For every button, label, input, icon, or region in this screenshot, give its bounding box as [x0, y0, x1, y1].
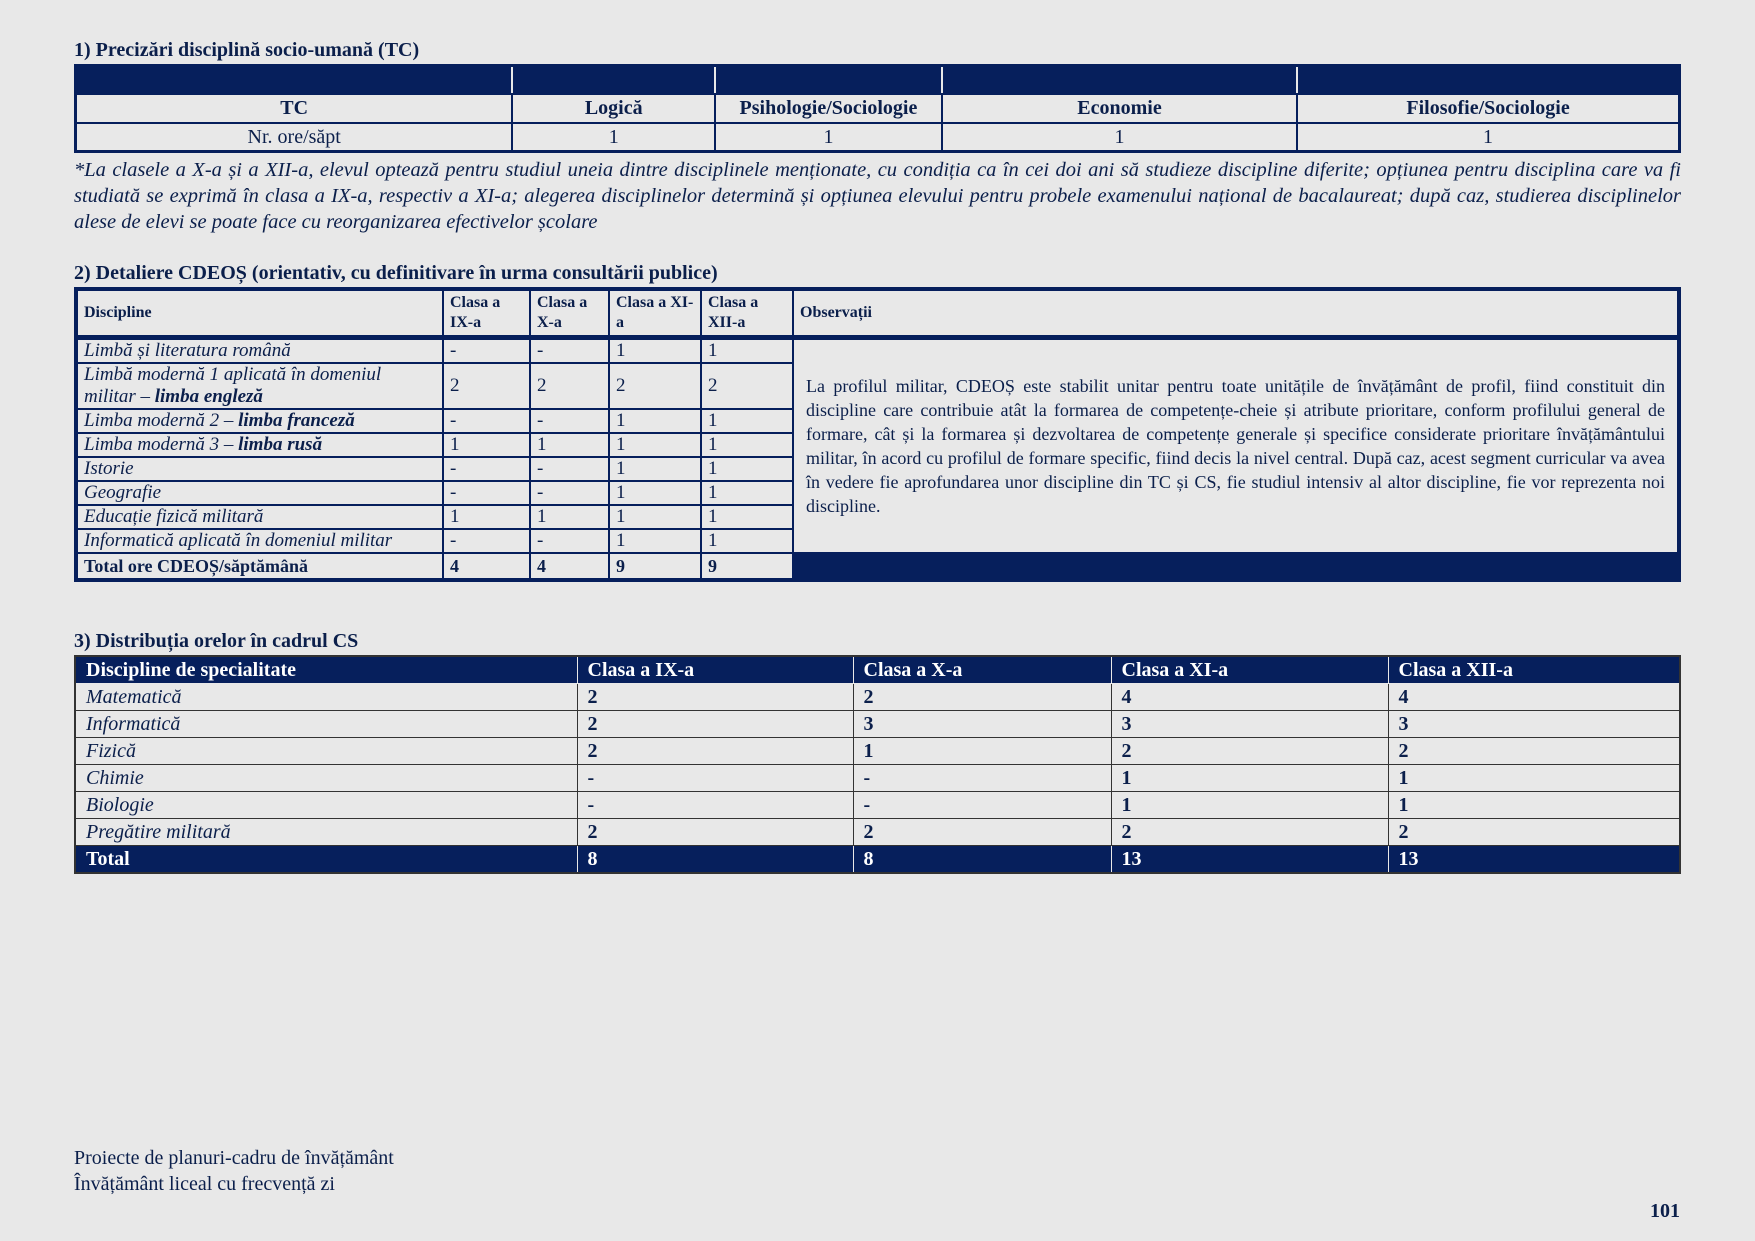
- cs-header-cell: Discipline de specialitate: [75, 656, 577, 684]
- cs-value-cell: 1: [1388, 765, 1680, 792]
- cs-value-cell: 1: [1111, 792, 1388, 819]
- cdeos-discipline: [76, 338, 443, 364]
- cs-total-cell: 8: [577, 846, 853, 874]
- cs-value-cell: 4: [1111, 684, 1388, 711]
- cdeos-observatii: La profilul militar, CDEOȘ este stabilit unitar pentru toate unitățile de învățământ de profil, fiind constituit din discipline care contribuie atât la formarea de competențe-cheie și atribute prioritare, conform profilului general de formare, cât și la formarea și dezvoltarea de competențe generale și specifice considerate prioritare învățământului militar, în acord cu profilul de formare specific, fiind decis la nivel central. După caz, acest segment curricular va avea în vedere fie aprofundarea unor discipline din TC și CS, fie studiul intensiv al altor discipline, fie vor reprezenta noi discipline.: [793, 338, 1679, 554]
- cdeos-value-cell: 1: [701, 338, 793, 364]
- cs-value-cell: 3: [1388, 711, 1680, 738]
- cs-total-row: [75, 846, 1680, 874]
- section1-title: 1) Precizări disciplină socio-umană (TC): [74, 39, 420, 61]
- cdeos-value-cell: 2: [609, 363, 701, 409]
- cdeos-value-cell: 1: [530, 505, 609, 529]
- tc-header-row: [76, 94, 1680, 123]
- cdeos-discipline-name: Geografie: [84, 482, 162, 503]
- cdeos-header-row: [76, 289, 1679, 338]
- cs-value-cell: 2: [1388, 738, 1680, 765]
- cdeos-discipline-language: limba rusă: [238, 434, 323, 455]
- cdeos-value-cell: 2: [701, 363, 793, 409]
- cdeos-value-cell: 1: [609, 457, 701, 481]
- cs-value-cell: 2: [1388, 819, 1680, 846]
- cdeos-header-cell: Observații: [793, 289, 1679, 338]
- cs-value-cell: 4: [1388, 684, 1680, 711]
- cdeos-value-cell: -: [530, 409, 609, 433]
- cdeos-value-cell: 1: [701, 529, 793, 553]
- cs-value-cell: -: [853, 792, 1111, 819]
- cdeos-value-cell: -: [443, 409, 530, 433]
- cdeos-discipline-name: Limba modernă 3 –: [84, 434, 239, 455]
- cdeos-value-cell: 1: [609, 409, 701, 433]
- cdeos-discipline-name: Limbă și literatura română: [84, 340, 291, 361]
- cdeos-header-cell: Clasa a XI-a: [609, 289, 701, 338]
- cs-header-cell: Clasa a XII-a: [1388, 656, 1680, 684]
- cdeos-table: [74, 287, 1681, 582]
- cs-row: [75, 738, 1680, 765]
- cdeos-value-cell: -: [530, 529, 609, 553]
- section2-title: 2) Detaliere CDEOȘ (orientativ, cu definitivare în urma consultării publice): [74, 262, 718, 284]
- cdeos-discipline: [76, 433, 443, 457]
- cs-value-cell: 2: [853, 684, 1111, 711]
- tc-values-row: [76, 123, 1680, 152]
- cdeos-value-cell: -: [443, 338, 530, 364]
- cdeos-value-cell: 1: [530, 433, 609, 457]
- cdeos-value-cell: 1: [443, 505, 530, 529]
- cs-value-cell: 2: [577, 819, 853, 846]
- cs-discipline: Informatică: [75, 711, 577, 738]
- cdeos-discipline: [76, 457, 443, 481]
- tc-header-cell: TC: [76, 94, 513, 123]
- cdeos-row: [76, 338, 1679, 364]
- cdeos-total-row: [76, 553, 1679, 580]
- cdeos-value-cell: 1: [609, 481, 701, 505]
- cdeos-total-label: Total ore CDEOȘ/săptămână: [76, 553, 443, 580]
- cdeos-discipline-language: limba engleză: [154, 386, 263, 407]
- cs-row: [75, 819, 1680, 846]
- cdeos-value-cell: 1: [443, 433, 530, 457]
- cdeos-value-cell: -: [443, 457, 530, 481]
- cs-discipline: Pregătire militară: [75, 819, 577, 846]
- cdeos-total-filler: [793, 553, 1679, 580]
- cs-row: [75, 765, 1680, 792]
- cdeos-header-cell: Clasa a IX-a: [443, 289, 530, 338]
- tc-header-cell: Logică: [512, 94, 715, 123]
- cdeos-value-cell: 1: [609, 505, 701, 529]
- tc-header-cell: Psihologie/Sociologie: [715, 94, 942, 123]
- cdeos-value-cell: 1: [701, 481, 793, 505]
- cs-discipline: Biologie: [75, 792, 577, 819]
- cs-value-cell: 1: [1111, 765, 1388, 792]
- cdeos-value-cell: 2: [443, 363, 530, 409]
- cdeos-value-cell: -: [530, 457, 609, 481]
- cs-value-cell: 2: [1111, 738, 1388, 765]
- cdeos-header-cell: Discipline: [76, 289, 443, 338]
- page-number: 101: [1650, 1200, 1680, 1222]
- cdeos-total-cell: 4: [443, 553, 530, 580]
- cs-row: [75, 711, 1680, 738]
- cs-value-cell: -: [577, 765, 853, 792]
- tc-table: [74, 64, 1681, 153]
- tc-value-cell: 1: [942, 123, 1297, 152]
- cdeos-value-cell: 1: [701, 457, 793, 481]
- cdeos-value-cell: 1: [609, 529, 701, 553]
- tc-value-cell: 1: [1297, 123, 1679, 152]
- cs-header-cell: Clasa a X-a: [853, 656, 1111, 684]
- cdeos-value-cell: -: [443, 481, 530, 505]
- cs-value-cell: 2: [577, 738, 853, 765]
- cdeos-value-cell: -: [530, 481, 609, 505]
- cs-value-cell: 2: [853, 819, 1111, 846]
- cdeos-discipline: [76, 505, 443, 529]
- cdeos-value-cell: -: [443, 529, 530, 553]
- cdeos-discipline-language: limba franceză: [238, 410, 355, 431]
- cdeos-discipline: [76, 363, 443, 409]
- cdeos-value-cell: -: [530, 338, 609, 364]
- cdeos-value-cell: 1: [609, 433, 701, 457]
- tc-value-cell: Nr. ore/săpt: [76, 123, 513, 152]
- cdeos-total-cell: 9: [701, 553, 793, 580]
- cs-value-cell: 3: [853, 711, 1111, 738]
- cs-value-cell: -: [577, 792, 853, 819]
- cdeos-discipline-name: Educație fizică militară: [84, 506, 264, 527]
- cs-table: [74, 655, 1681, 874]
- cdeos-header-cell: Clasa a XII-a: [701, 289, 793, 338]
- tc-value-cell: 1: [715, 123, 942, 152]
- cs-discipline: Fizică: [75, 738, 577, 765]
- tc-header-cell: Economie: [942, 94, 1297, 123]
- footer-line2: Învățământ liceal cu frecvență zi: [74, 1173, 335, 1195]
- cdeos-discipline: [76, 409, 443, 433]
- cdeos-value-cell: 1: [701, 433, 793, 457]
- cdeos-discipline: [76, 481, 443, 505]
- cs-value-cell: 3: [1111, 711, 1388, 738]
- cs-total-label: Total: [75, 846, 577, 874]
- footer-line1: Proiecte de planuri-cadru de învățământ: [74, 1147, 394, 1169]
- tc-note: *La clasele a X-a și a XII-a, elevul optează pentru studiul uneia dintre disciplinele menționate, cu condiția ca în cei doi ani să studieze discipline diferite; opțiunea pentru disciplina care va fi studiată se exprimă în clasa a IX-a, respectiv a XI-a; alegerea disciplinelor determină și opțiunea elevului pentru probele examenului național de bacalaureat; după caz, studierea disciplinelor alese de elevi se poate face cu reorganizarea efectivelor școlare: [74, 159, 1681, 233]
- tc-value-cell: 1: [512, 123, 715, 152]
- cs-header-row: [75, 656, 1680, 684]
- cs-value-cell: 1: [853, 738, 1111, 765]
- cs-total-cell: 13: [1388, 846, 1680, 874]
- tc-header-bar: [76, 66, 1680, 95]
- section3-title: 3) Distribuția orelor în cadrul CS: [74, 630, 359, 652]
- cdeos-discipline-name: Limbă modernă 1 aplicată în domeniul militar –: [84, 364, 382, 407]
- cs-total-cell: 13: [1111, 846, 1388, 874]
- cs-value-cell: -: [853, 765, 1111, 792]
- cs-value-cell: 2: [1111, 819, 1388, 846]
- cdeos-discipline-name: Limba modernă 2 –: [84, 410, 239, 431]
- cdeos-value-cell: 1: [701, 409, 793, 433]
- cs-value-cell: 2: [577, 684, 853, 711]
- tc-header-cell: Filosofie/Sociologie: [1297, 94, 1679, 123]
- cs-row: [75, 684, 1680, 711]
- cdeos-total-cell: 4: [530, 553, 609, 580]
- cdeos-value-cell: 1: [701, 505, 793, 529]
- cdeos-header-cell: Clasa a X-a: [530, 289, 609, 338]
- cdeos-discipline-name: Informatică aplicată în domeniul militar: [84, 530, 393, 551]
- cdeos-discipline: [76, 529, 443, 553]
- cdeos-value-cell: 1: [609, 338, 701, 364]
- cs-header-cell: Clasa a XI-a: [1111, 656, 1388, 684]
- cs-header-cell: Clasa a IX-a: [577, 656, 853, 684]
- cs-value-cell: 1: [1388, 792, 1680, 819]
- cs-discipline: Matematică: [75, 684, 577, 711]
- cs-discipline: Chimie: [75, 765, 577, 792]
- cs-total-cell: 8: [853, 846, 1111, 874]
- cs-row: [75, 792, 1680, 819]
- cs-value-cell: 2: [577, 711, 853, 738]
- cdeos-discipline-name: Istorie: [84, 458, 134, 479]
- cdeos-total-cell: 9: [609, 553, 701, 580]
- cdeos-value-cell: 2: [530, 363, 609, 409]
